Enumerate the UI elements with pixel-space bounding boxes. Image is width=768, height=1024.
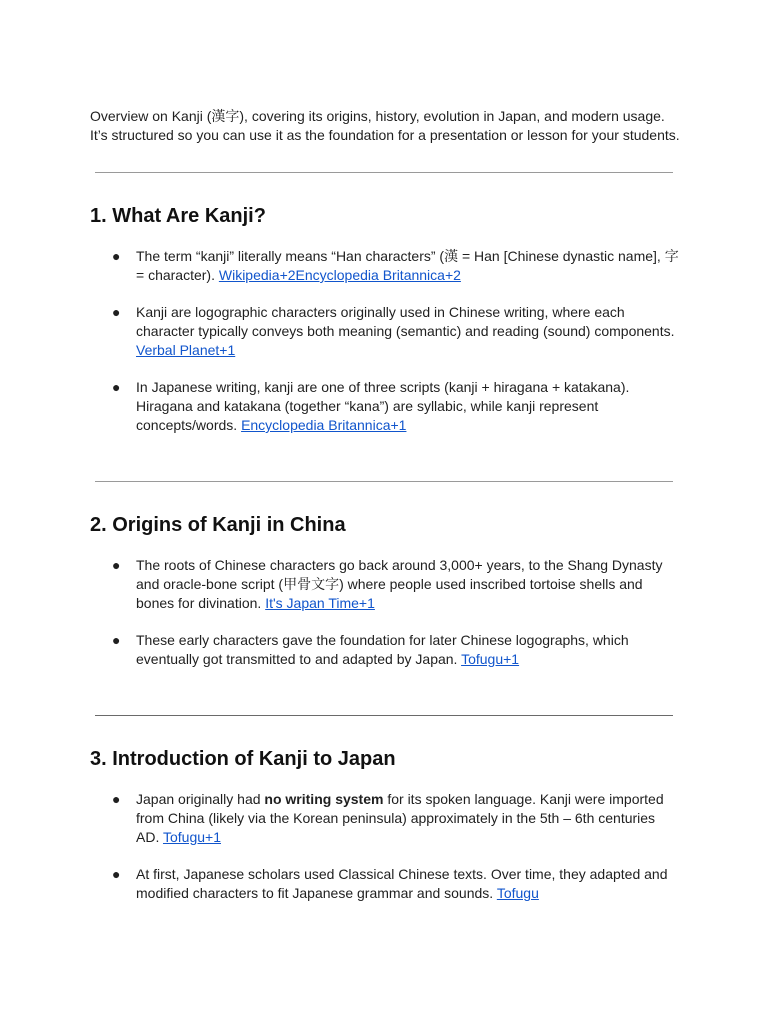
list-item	[112, 556, 681, 613]
bullet-icon: ●	[112, 304, 121, 320]
bullet-icon: ●	[112, 791, 121, 807]
bullet-icon: ●	[112, 248, 121, 264]
section-heading-origins-in-china: 2. Origins of Kanji in China	[90, 514, 346, 536]
source-link-tofugu[interactable]: Tofugu+1	[162, 829, 221, 845]
list-item	[112, 378, 681, 435]
intro-line-2: It’s structured so you can use it as the foundation for a presentation or lesson for your students.	[90, 127, 680, 143]
list-item	[112, 631, 681, 669]
intro-paragraph	[90, 107, 690, 145]
list-item-text: The term “kanji” literally means “Han characters” (漢 = Han [Chinese dynastic name], 字 = character).	[136, 248, 679, 283]
horizontal-rule	[95, 481, 673, 482]
list-item-text: At first, Japanese scholars used Classical Chinese texts. Over time, they adapted and modified characters to fit Japanese grammar and sounds.	[136, 866, 668, 901]
bullet-icon: ●	[112, 379, 121, 395]
horizontal-rule	[95, 172, 673, 173]
bullet-icon: ●	[112, 632, 121, 648]
source-link-tofugu[interactable]: Tofugu	[496, 885, 539, 901]
intro-line-1: Overview on Kanji (漢字), covering its origins, history, evolution in Japan, and modern usage.	[90, 108, 665, 124]
list-item	[112, 865, 681, 903]
section-heading-what-are-kanji: 1. What Are Kanji?	[90, 205, 266, 227]
source-link-wikipedia[interactable]: Wikipedia+2Encyclopedia Britannica+2	[218, 267, 461, 283]
bullet-icon: ●	[112, 557, 121, 573]
list-item-text: In Japanese writing, kanji are one of three scripts (kanji + hiragana + katakana). Hiragana and katakana (together “kana”) are syllabic, while kanji represent concepts/words.	[136, 379, 630, 433]
source-link-verbal-planet[interactable]: Verbal Planet+1	[136, 342, 236, 358]
list-item	[112, 790, 681, 847]
source-link-britannica[interactable]: Encyclopedia Britannica+1	[241, 417, 407, 433]
section-heading-introduction-to-japan: 3. Introduction of Kanji to Japan	[90, 748, 396, 770]
list-item-text: for its spoken language. Kanji were imported from China (likely via the Korean peninsula) approximately in the 5th – 6th centuries AD.	[136, 791, 664, 845]
list-item-text: These early characters gave the foundation for later Chinese logographs, which eventually got transmitted to and adapted by Japan.	[136, 632, 629, 667]
source-link-tofugu[interactable]: Tofugu+1	[461, 651, 520, 667]
list-item-text: Japan originally had	[136, 791, 265, 807]
list-item	[112, 303, 681, 360]
bullet-icon: ●	[112, 866, 121, 882]
list-item-text: Kanji are logographic characters originally used in Chinese writing, where each character typically conveys both meaning (semantic) and reading (sound) components.	[136, 304, 675, 339]
horizontal-rule	[95, 715, 673, 716]
list-item-text: The roots of Chinese characters go back around 3,000+ years, to the Shang Dynasty and oracle-bone script (甲骨文字) where people used inscribed tortoise shells and bones for divination.	[136, 557, 663, 611]
source-link-its-japan-time[interactable]: It's Japan Time+1	[265, 595, 375, 611]
list-item-bold-text: no writing system	[264, 791, 384, 807]
list-item	[112, 247, 681, 285]
